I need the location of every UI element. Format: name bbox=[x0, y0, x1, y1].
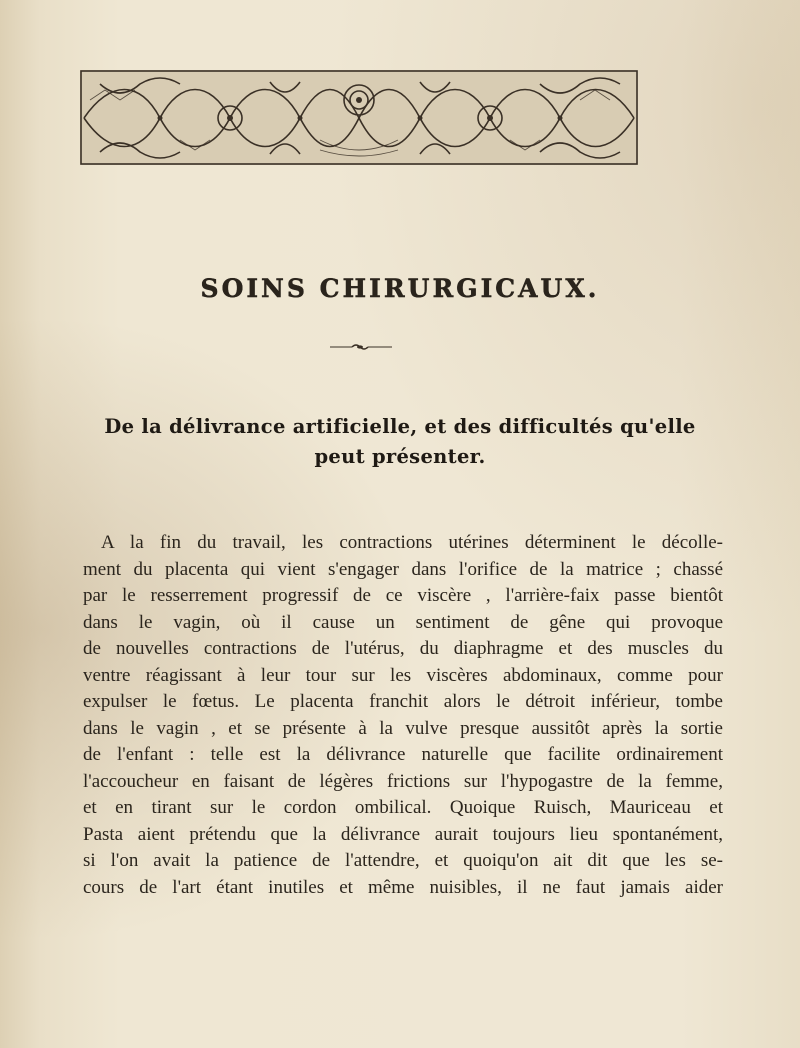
ornamental-header-band-icon bbox=[80, 70, 638, 165]
body-line: expulser le fœtus. Le placenta franchit alors le détroit inférieur, tombe bbox=[83, 691, 723, 712]
body-line: cours de l'art étant inutiles et même nuisibles, il ne faut jamais aider bbox=[83, 876, 723, 898]
body-line: dans le vagin , et se présente à la vulve presque aussitôt après la sortie bbox=[83, 717, 723, 739]
body-paragraph bbox=[83, 530, 723, 901]
body-line: de nouvelles contractions de l'utérus, du diaphragme et des muscles du bbox=[83, 638, 723, 659]
body-line: par le resserrement progressif de ce viscère , l'arrière-faix passe bientôt bbox=[83, 585, 723, 606]
body-line: ventre réagissant à leur tour sur les viscères abdominaux, comme pour bbox=[83, 664, 723, 686]
section-title: SOINS CHIRURGICAUX. bbox=[200, 274, 600, 303]
article-title-line-1: De la délivrance artificielle, et des difficultés qu'elle bbox=[104, 415, 696, 438]
body-line: de l'enfant : telle est la délivrance naturelle que facilite ordinairement bbox=[83, 744, 723, 765]
body-line: Pasta aient prétendu que la délivrance aurait toujours lieu spontanément, bbox=[83, 823, 723, 845]
body-line: l'accoucheur en faisant de légères frictions sur l'hypogastre de la femme, bbox=[83, 770, 723, 792]
ornamental-rule-icon bbox=[330, 343, 392, 351]
body-line: si l'on avait la patience de l'attendre, et quoiqu'on ait dit que les se- bbox=[83, 850, 723, 871]
body-line: A la fin du travail, les contractions utérines déterminent le décolle- bbox=[101, 532, 723, 553]
article-title-line-2: peut présenter. bbox=[314, 445, 486, 468]
body-line: dans le vagin, où il cause un sentiment de gêne qui provoque bbox=[83, 611, 723, 633]
body-line: et en tirant sur le cordon ombilical. Quoique Ruisch, Mauriceau et bbox=[83, 797, 723, 818]
article-title bbox=[80, 412, 720, 472]
body-line: ment du placenta qui vient s'engager dans l'orifice de la matrice ; chassé bbox=[83, 558, 723, 580]
